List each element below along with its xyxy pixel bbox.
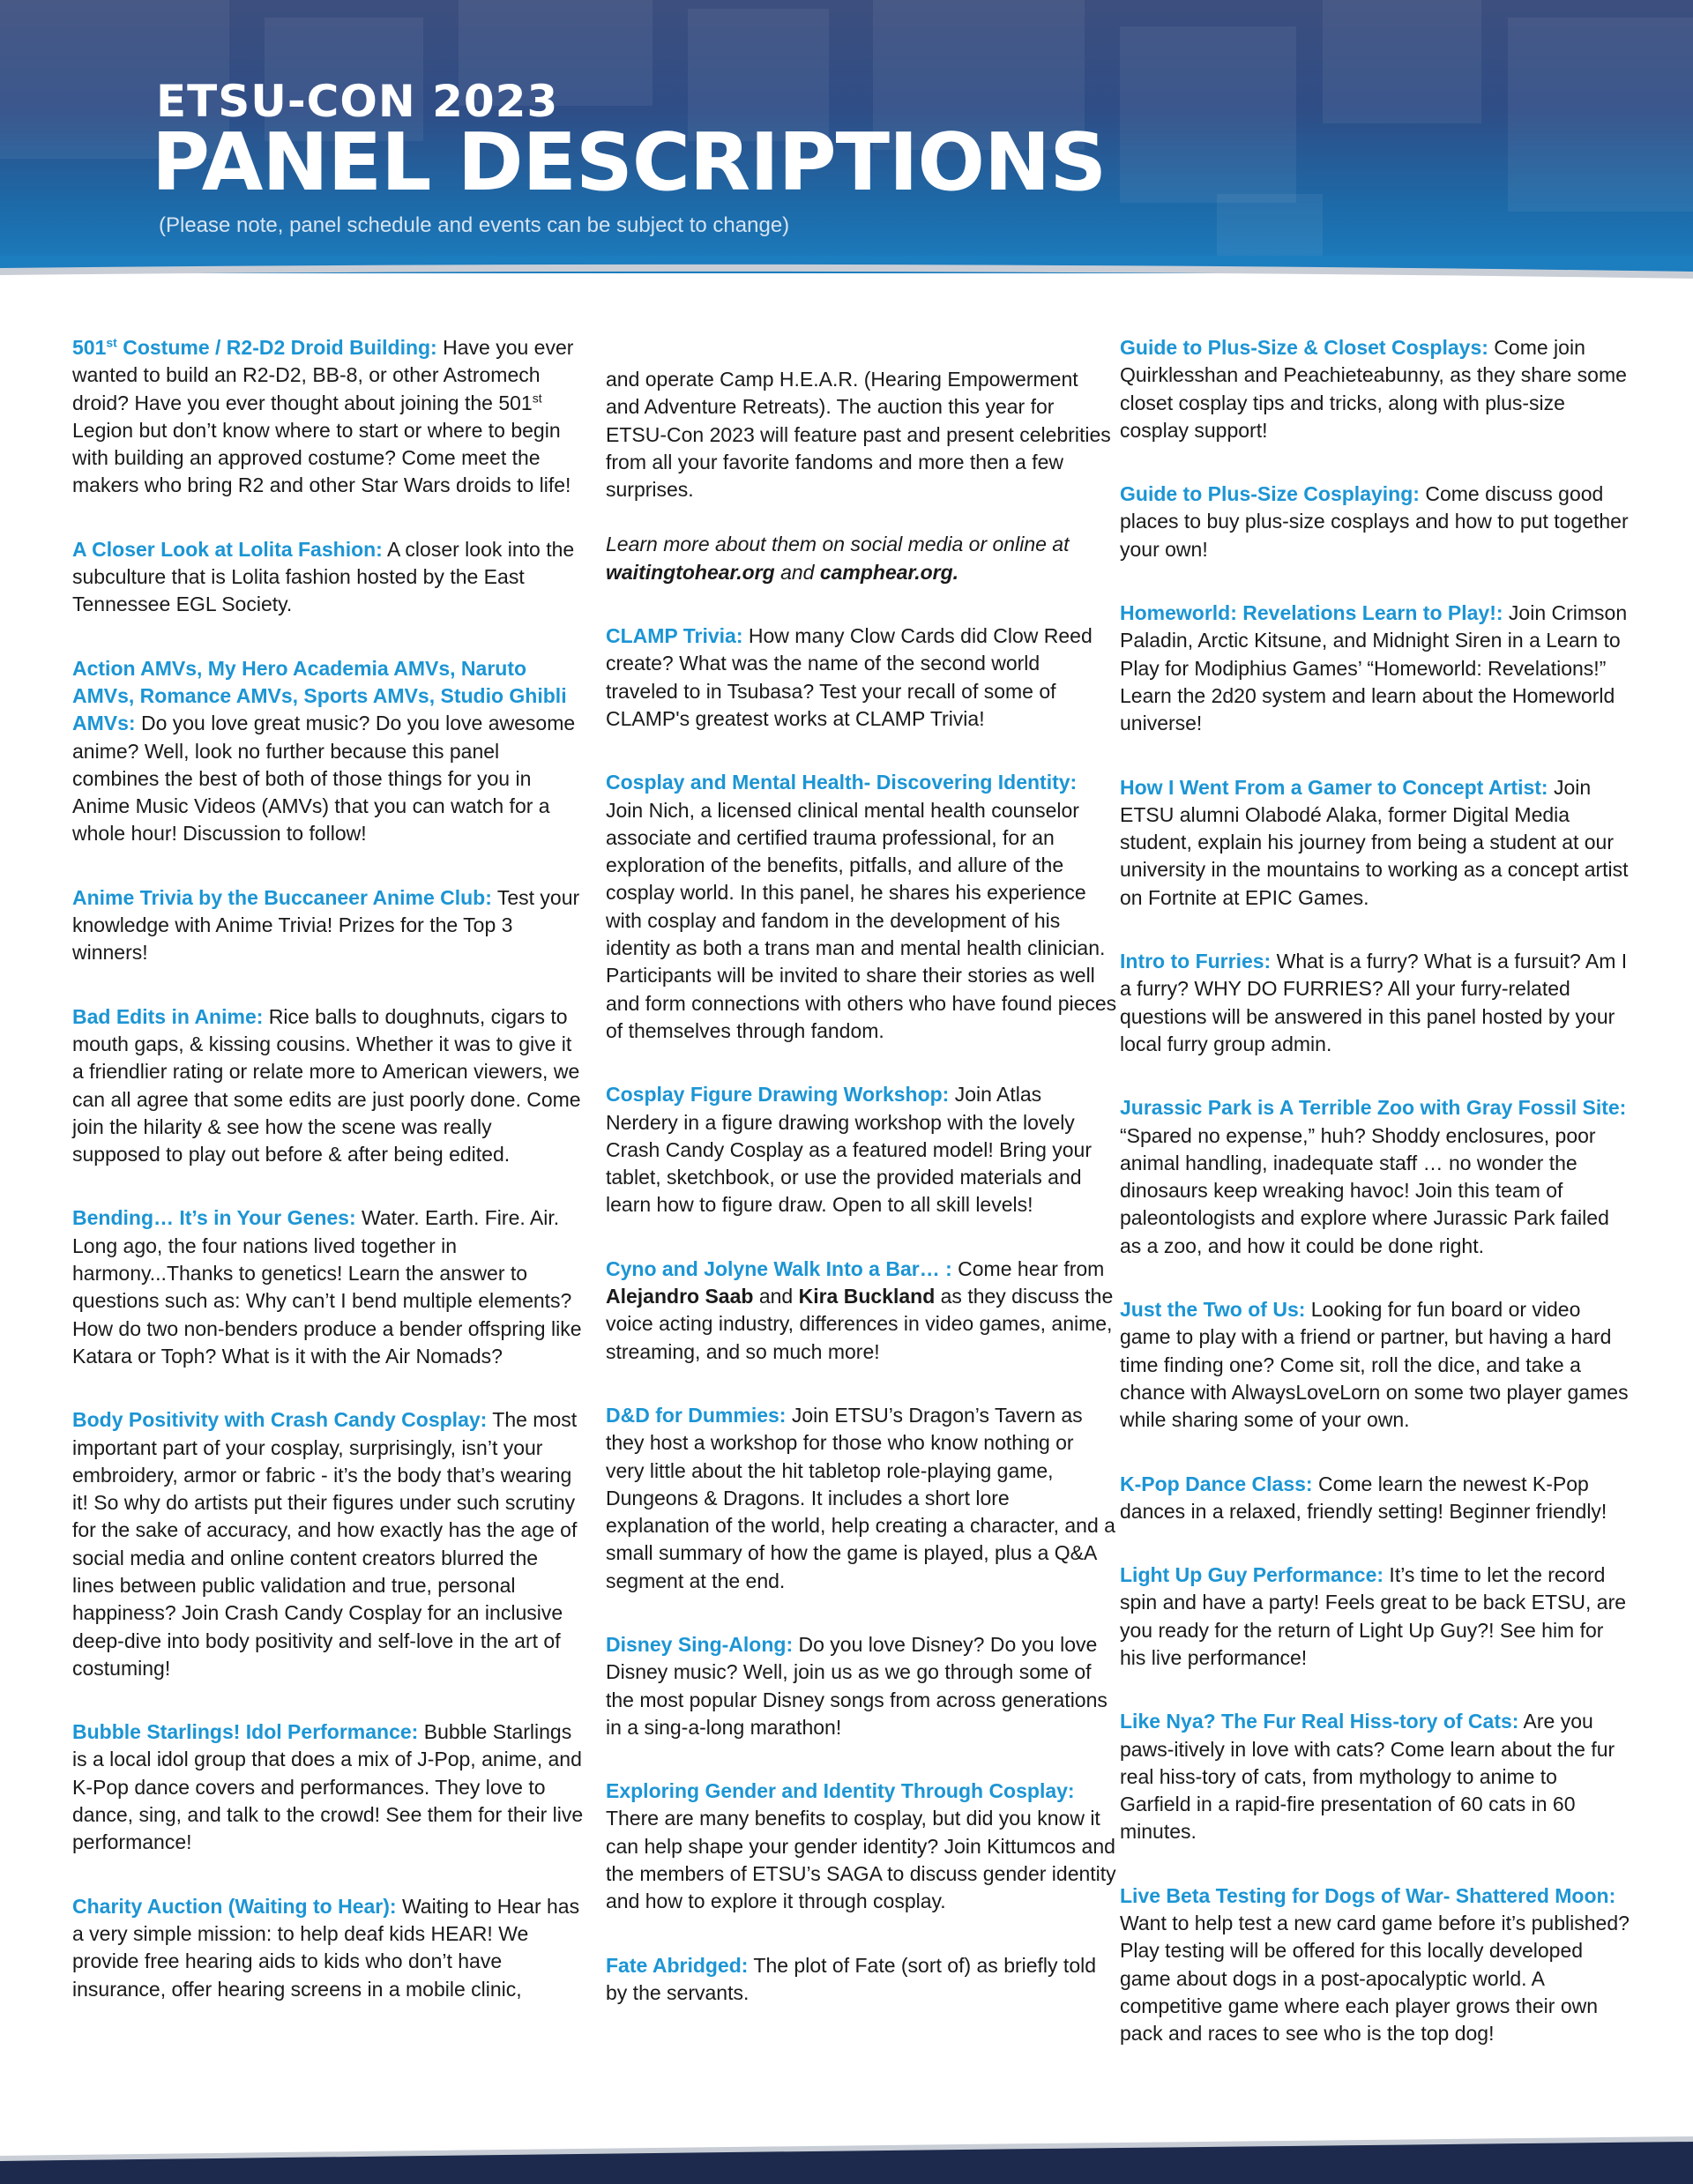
panel-entry: Cosplay Figure Drawing Workshop: Join Atlas Nerdery in a figure drawing workshop with the lovely Crash Candy Cosplay as a featured model! Bring your tablet, sketchbook, or use the provided materials and learn how to figure draw. Open to all skill levels! bbox=[606, 1083, 1093, 1217]
panel-title: Bubble Starlings! Idol Performance: bbox=[72, 1720, 419, 1744]
panel-title: Anime Trivia by the Buccaneer Anime Club: bbox=[72, 885, 492, 909]
panel-title: Jurassic Park is A Terrible Zoo with Gray Fossil Site: bbox=[1120, 1096, 1627, 1120]
panel-title: Cyno and Jolyne Walk Into a Bar… : bbox=[606, 1256, 952, 1280]
column-3 bbox=[1120, 334, 1631, 2084]
panel-entry: Cosplay and Mental Health- Discovering Identity: Join Nich, a licensed clinical mental health counselor associate and certified trauma professional, for an exploration of the benefits, pitfalls, and allure of the cosplay world. In this panel, he shares his experience with cosplay and fandom in the development of his identity as both a trans man and mental health clinician. Participants will be invited to share their stories as well and form connections with others who have found pieces of themselves through fandom. bbox=[606, 771, 1117, 1042]
panel-title: 501st Costume / R2-D2 Droid Building: bbox=[72, 335, 437, 359]
panel-title: A Closer Look at Lolita Fashion: bbox=[72, 537, 383, 561]
panel-entry: Just the Two of Us: Looking for fun board or video game to play with a friend or partner, but having a hard time finding one? Come sit, roll the dice, and take a chance with AlwaysLoveLorn on some two player games while sharing some of your own. bbox=[1120, 1298, 1629, 1432]
panel-title: Homeworld: Revelations Learn to Play!: bbox=[1120, 601, 1503, 625]
panel-entry: Action AMVs, My Hero Academia AMVs, Naruto AMVs, Romance AMVs, Sports AMVs, Studio Ghibli AMVs: Do you love great music? Do you love awesome anime? Well, look no further because this panel combines the best of both of those things for you in Anime Music Videos (AMVs) that you can watch for a whole hour! Discussion to follow! bbox=[72, 656, 576, 846]
panel-title: Fate Abridged: bbox=[606, 1953, 749, 1977]
panel-entry: Intro to Furries: What is a furry? What is a fursuit? Am I a furry? WHY DO FURRIES? All your furry-related questions will be answered in this panel hosted by your local furry group admin. bbox=[1120, 950, 1628, 1055]
website-link: camphear.org. bbox=[819, 560, 959, 584]
panel-entry: Cyno and Jolyne Walk Into a Bar… : Come hear from Alejandro Saab and Kira Buckland as they discuss the voice acting industry, differences in video games, anime, streaming, and so much more! bbox=[606, 1256, 1114, 1363]
panel-title: Action AMVs, My Hero Academia AMVs, Naruto AMVs, Romance AMVs, Sports AMVs, Studio Ghibli AMVs: bbox=[72, 656, 567, 735]
panel-entry: CLAMP Trivia: How many Clow Cards did Clow Reed create? What was the name of the second world traveled to in Tsubasa? Test your recall of some of CLAMP's greatest works at CLAMP Trivia! bbox=[606, 624, 1093, 730]
header-note: (Please note, panel schedule and events can be subject to change) bbox=[159, 213, 790, 237]
panel-title: K-Pop Dance Class: bbox=[1120, 1472, 1313, 1495]
panel-entry: Charity Auction (Waiting to Hear): Waiting to Hear has a very simple mission: to help deaf kids HEAR! We provide free hearing aids to kids who don’t have insurance, offer hearing screens in a mobile clinic, bbox=[72, 1894, 580, 2001]
panel-title: Live Beta Testing for Dogs of War- Shattered Moon: bbox=[1120, 1883, 1616, 1907]
panel-title: Bad Edits in Anime: bbox=[72, 1004, 264, 1028]
panel-entry: Exploring Gender and Identity Through Cosplay: There are many benefits to cosplay, but did you know it can help shape your gender identity? Join Kittumcos and the members of ETSU’s SAGA to discuss gender identity and how to explore it through cosplay. bbox=[606, 1779, 1116, 1913]
panel-title: Light Up Guy Performance: bbox=[1120, 1563, 1384, 1587]
panel-entry: Anime Trivia by the Buccaneer Anime Club: Test your knowledge with Anime Trivia! Prizes for the Top 3 winners! bbox=[72, 885, 580, 965]
panel-title: Cosplay Figure Drawing Workshop: bbox=[606, 1083, 950, 1107]
panel-entry: 501st Costume / R2-D2 Droid Building: Have you ever wanted to build an R2-D2, BB-8, or other Astromech droid? Have you ever thought about joining the 501st Legion but don’t know where to start or where to begin with building an approved costume? Come meet the makers who bring R2 and other Star Wars droids to life! bbox=[72, 335, 574, 497]
panel-title: CLAMP Trivia: bbox=[606, 624, 743, 648]
panel-entry: Bad Edits in Anime: Rice balls to doughnuts, cigars to mouth gaps, & kissing cousins. Whether it was to give it a friendlier rating or relate more to American viewers, we can all agree that some edits are just poorly done. Come join the hilarity & see how the scene was really supposed to play out before & after being edited. bbox=[72, 1004, 581, 1167]
panel-entry: Bubble Starlings! Idol Performance: Bubble Starlings is a local idol group that does a mix of J-Pop, anime, and K-Pop dance covers and performances. They love to dance, sing, and talk to the crowd! See them for their live performance! bbox=[72, 1720, 584, 1854]
panel-entry-continued: and operate Camp H.E.A.R. (Hearing Empowerment and Adventure Retreats). The auction this year for ETSU-Con 2023 will feature past and present celebrities from all your favorite fandoms and more then a few surprises. bbox=[606, 368, 1111, 502]
column-1 bbox=[72, 334, 584, 2039]
panel-entry: Body Positivity with Crash Candy Cosplay: The most important part of your cosplay, surprisingly, isn’t your embroidery, armor or fabric - it’s the body that’s wearing it! So why do artists put their figures under such scrutiny for the sake of accuracy, and how exactly has the age of social media and online content creators blurred the lines between public validation and true, personal happiness? Join Crash Candy Cosplay for an inclusive deep-dive into body positivity and self-love in the art of costuming! bbox=[72, 1408, 578, 1680]
panel-title: Guide to Plus-Size & Closet Cosplays: bbox=[1120, 336, 1488, 359]
panel-title: Body Positivity with Crash Candy Cosplay: bbox=[72, 1408, 488, 1432]
panel-entry: Disney Sing-Along: Do you love Disney? Do you love Disney music? Well, join us as we go through some of the most popular Disney songs from across generations in a sing-a-long marathon! bbox=[606, 1632, 1108, 1739]
panel-entry: Bending… It’s in Your Genes: Water. Earth. Fire. Air. Long ago, the four nations lived together in harmony...Thanks to genetics! Learn the answer to questions such as: Why can’t I bend multiple elements? How do two non-benders produce a bender offspring like Katara or Toph? What is it with the Air Nomads? bbox=[72, 1206, 582, 1368]
panel-entry: Jurassic Park is A Terrible Zoo with Gray Fossil Site: “Spared no expense,” huh? Shoddy enclosures, poor animal handling, inadequate staff … no wonder the dinosaurs keep wreaking havoc! Join this team of paleontologists and explore where Jurassic Park failed as a zoo, and how it could be done right. bbox=[1120, 1096, 1627, 1257]
panel-entry: Live Beta Testing for Dogs of War- Shattered Moon: Want to help test a new card game before it’s published? Play testing will be offered for this locally developed game about dogs in a post-apocalyptic world. A competitive game where each player grows their own pack and races to see who is the top dog! bbox=[1120, 1883, 1630, 2046]
panel-title: Just the Two of Us: bbox=[1120, 1298, 1306, 1322]
panel-entry: Guide to Plus-Size & Closet Cosplays: Come join Quirklesshan and Peachieteabunny, as they share some closet cosplay tips and tricks, along with plus-size cosplay support! bbox=[1120, 336, 1627, 442]
panel-title: Intro to Furries: bbox=[1120, 950, 1272, 973]
panel-note: Learn more about them on social media or online at waitingtohear.org and camphear.org. bbox=[606, 533, 1070, 584]
panel-title: How I Went From a Gamer to Concept Artist: bbox=[1120, 775, 1548, 799]
panel-title: Disney Sing-Along: bbox=[606, 1632, 794, 1656]
panel-entry: Fate Abridged: The plot of Fate (sort of) as briefly told by the servants. bbox=[606, 1953, 1097, 2004]
panel-entry: K-Pop Dance Class: Come learn the newest K-Pop dances in a relaxed, friendly setting! Beginner friendly! bbox=[1120, 1472, 1607, 1523]
panel-entry: Guide to Plus-Size Cosplaying: Come discuss good places to buy plus-size cosplays and how to put together your own! bbox=[1120, 482, 1629, 561]
panel-title: Guide to Plus-Size Cosplaying: bbox=[1120, 482, 1420, 506]
panel-entry: A Closer Look at Lolita Fashion: A closer look into the subculture that is Lolita fashion hosted by the East Tennessee EGL Society. bbox=[72, 537, 575, 616]
panel-entry: D&D for Dummies: Join ETSU’s Dragon’s Tavern as they host a workshop for those who know nothing or very little about the hit tabletop role-playing game, Dungeons & Dragons. It includes a short lore explanation of the world, help creating a character, and a small summary of how the game is played, plus a Q&A segment at the end. bbox=[606, 1403, 1115, 1592]
panel-entry: Light Up Guy Performance: It’s time to let the record spin and have a party! Feels great to be back ETSU, are you ready for the return of Light Up Guy?! See him for his live performance! bbox=[1120, 1563, 1627, 1669]
header-swoosh bbox=[0, 256, 1693, 291]
panel-title: Exploring Gender and Identity Through Cosplay: bbox=[606, 1779, 1075, 1803]
page-title: PANEL DESCRIPTIONS bbox=[152, 116, 1107, 209]
website-link: waitingtohear.org bbox=[606, 560, 775, 584]
panel-entry: Homeworld: Revelations Learn to Play!: Join Crimson Paladin, Arctic Kitsune, and Midnight Siren in a Learn to Play for Modiphius Games’ “Homeworld: Revelations!” Learn the 2d20 system and learn about the Homeworld universe! bbox=[1120, 601, 1628, 735]
panel-entry: Like Nya? The Fur Real Hiss-tory of Cats: Are you paws-itively in love with cats? Come learn about the fur real hiss-tory of cats, from mythology to anime to Garfield in a rapid-fire presentation of 60 cats in 60 minutes. bbox=[1120, 1710, 1615, 1844]
panel-title: Bending… It’s in Your Genes: bbox=[72, 1206, 356, 1230]
footer-band bbox=[0, 2122, 1693, 2184]
panel-title: Like Nya? The Fur Real Hiss-tory of Cats: bbox=[1120, 1710, 1519, 1733]
panel-title: D&D for Dummies: bbox=[606, 1403, 787, 1427]
panel-entry: How I Went From a Gamer to Concept Artist: Join ETSU alumni Olabodé Alaka, former Digital Media student, explain his journey from being a student at our university in the mountains to working as a concept artist on Fortnite at EPIC Games. bbox=[1120, 775, 1629, 909]
column-2 bbox=[606, 366, 1117, 2043]
panel-title: Charity Auction (Waiting to Hear): bbox=[72, 1894, 397, 1918]
header-kicker: ETSU-CON 2023 bbox=[156, 76, 559, 127]
panel-title: Cosplay and Mental Health- Discovering Identity: bbox=[606, 771, 1078, 794]
header-banner bbox=[0, 0, 1693, 273]
